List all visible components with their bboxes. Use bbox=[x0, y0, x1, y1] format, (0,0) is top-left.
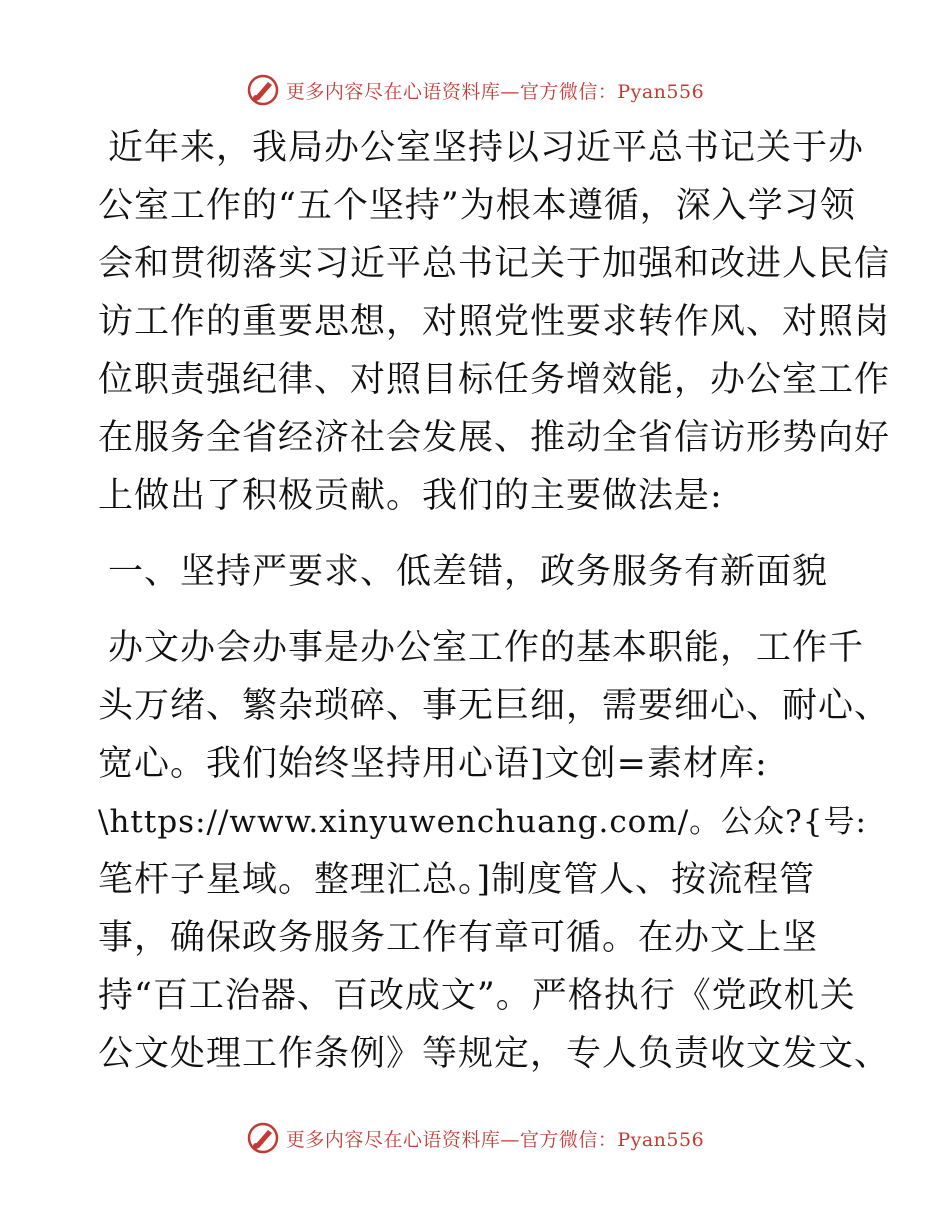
body-line: 持“百工治器、百改成文”。严格执行《党政机关 bbox=[98, 976, 856, 1016]
header-banner bbox=[0, 70, 950, 110]
section-heading: 一、坚持严要求、低差错，政务服务有新面貌 bbox=[108, 552, 829, 592]
body-line: 头万绪、繁杂琐碎、事无巨细，需要细心、耐心、 bbox=[98, 686, 891, 726]
body-line: 办文办会办事是办公室工作的基本职能，工作千 bbox=[108, 628, 865, 668]
body-line: 公室工作的“五个坚持”为根本遵循，深入学习领 bbox=[98, 186, 856, 226]
body-line: 事，确保政务服务工作有章可循。在办文上坚 bbox=[98, 918, 819, 958]
body-line: 笔杆子星域。整理汇总。]制度管人、按流程管 bbox=[98, 860, 816, 900]
body-line: 公文处理工作条例》等规定，专人负责收文发文、 bbox=[98, 1034, 891, 1074]
body-line: 访工作的重要思想，对照党性要求转作风、对照岗 bbox=[98, 302, 891, 342]
body-line: 宽心。我们始终坚持用心语]文创=素材库: bbox=[98, 744, 768, 784]
body-line: 位职责强纪律、对照目标任务增效能，办公室工作 bbox=[98, 360, 891, 400]
body-line: 会和贯彻落实习近平总书记关于加强和改进人民信 bbox=[98, 244, 891, 284]
brush-logo-icon bbox=[246, 1121, 280, 1155]
header-banner-text: 更多内容尽在心语资料库—官方微信：Pyan556 bbox=[285, 80, 705, 103]
brush-logo-icon bbox=[246, 73, 280, 107]
footer-banner-text: 更多内容尽在心语资料库—官方微信：Pyan556 bbox=[285, 1128, 705, 1151]
footer-banner bbox=[0, 1118, 950, 1158]
body-line: 在服务全省经济社会发展、推动全省信访形势向好 bbox=[98, 418, 891, 458]
body-line: 上做出了积极贡献。我们的主要做法是: bbox=[98, 476, 723, 516]
body-line: \https://www.xinyuwenchuang.com/。公众?{号: bbox=[98, 804, 867, 840]
body-line: 近年来，我局办公室坚持以习近平总书记关于办 bbox=[108, 128, 865, 168]
